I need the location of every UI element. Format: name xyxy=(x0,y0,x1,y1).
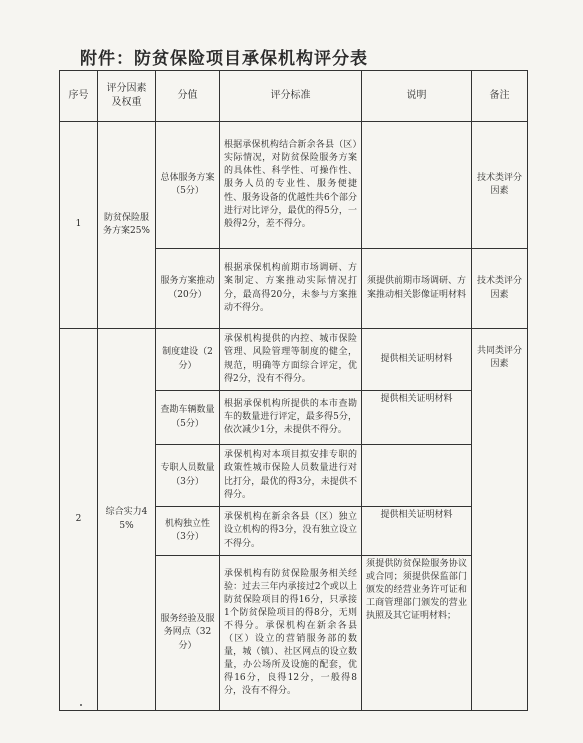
item-1-2-remark: 技术类评分因素 xyxy=(472,249,528,329)
table-header-row xyxy=(60,71,528,122)
item-2-3-score: 专职人员数量（3分） xyxy=(156,445,220,507)
page-title: 附件：防贫保险项目承保机构评分表 xyxy=(80,49,368,69)
table-row xyxy=(60,122,528,249)
item-2-4-score: 机构独立性（3分） xyxy=(156,507,220,556)
group-1-factor: 防贫保险服务方案25% xyxy=(98,122,156,329)
group-2-factor: 综合实力45% xyxy=(98,329,156,711)
item-1-2-desc: 须提供前期市场调研、方案推动相关影像证明材料 xyxy=(362,249,472,329)
header-factor: 评分因素及权重 xyxy=(98,71,156,122)
item-1-1-remark: 技术类评分因素 xyxy=(472,122,528,249)
item-2-5-desc: 须提供防贫保险服务协议或合同；须提供保监部门颁发的经营业务许可证和工商管理部门颁发的营业执照及其它证明材料； xyxy=(362,556,472,711)
header-desc: 说明 xyxy=(362,71,472,122)
item-2-1-score: 制度建设（2分） xyxy=(156,329,220,391)
group-2-no: 2 xyxy=(60,329,98,711)
item-1-1-score: 总体服务方案（5分） xyxy=(156,122,220,249)
item-1-1-desc xyxy=(362,122,472,249)
scan-speck xyxy=(80,704,82,706)
item-1-2-standard: 根据承保机构前期市场调研、方案制定、方案推动实际情况打分，最高得20分，未参与方案推动不得分。 xyxy=(220,249,362,329)
item-2-2-desc: 提供相关证明材料 xyxy=(362,391,472,445)
item-2-3-standard: 承保机构对本项目拟安排专职的政策性城市保险人员数量进行对比打分，最优的得3分，未提供不得分。 xyxy=(220,445,362,507)
item-2-5-score: 服务经验及服务网点（32分） xyxy=(156,556,220,711)
scoring-table xyxy=(59,70,528,711)
item-1-2-score: 服务方案推动（20分） xyxy=(156,249,220,329)
item-2-3-desc xyxy=(362,445,472,507)
header-score: 分值 xyxy=(156,71,220,122)
item-2-4-desc: 提供相关证明材料 xyxy=(362,507,472,556)
header-remark: 备注 xyxy=(472,71,528,122)
item-2-4-standard: 承保机构在新余各县（区）独立设立机构的得3分，没有独立设立不得分。 xyxy=(220,507,362,556)
item-2-1-standard: 承保机构提供的内控、城市保险管理、风险管理等制度的健全，规范，明确等方面综合评定，优得2分，没有不得分。 xyxy=(220,329,362,391)
item-1-1-standard: 根据承保机构结合新余各县（区）实际情况，对防贫保险服务方案的具体性、科学性、可操作性、服务人员的专业性、服务便捷性、服务设备的优越性共6个部分进行对比评分，最优的得5分，一般得2分，差不得分。 xyxy=(220,122,362,249)
header-standard: 评分标准 xyxy=(220,71,362,122)
table-row xyxy=(60,329,528,391)
item-2-1-desc: 提供相关证明材料 xyxy=(362,329,472,391)
item-2-2-score: 查勘车辆数量（5分） xyxy=(156,391,220,445)
group-2-note: 共同类评分因素 xyxy=(472,329,528,711)
group-1-no: 1 xyxy=(60,122,98,329)
item-2-2-standard: 根据承保机构所提供的本市查勘车的数量进行评定，最多得5分，依次减少1分，未提供不得分。 xyxy=(220,391,362,445)
header-no: 序号 xyxy=(60,71,98,122)
item-2-5-standard: 承保机构有防贫保险服务相关经验：过去三年内承接过2个或以上防贫保险项目的得16分，只承接1个防贫保险项目的得8分，无则不得分。承保机构在新余各县（区）设立的营销服务部的数量，城（镇）、社区网点的设立数量，办公场所及设施的配套，优得16分，良得12分，一般得8分，没有不得分。 xyxy=(220,556,362,711)
